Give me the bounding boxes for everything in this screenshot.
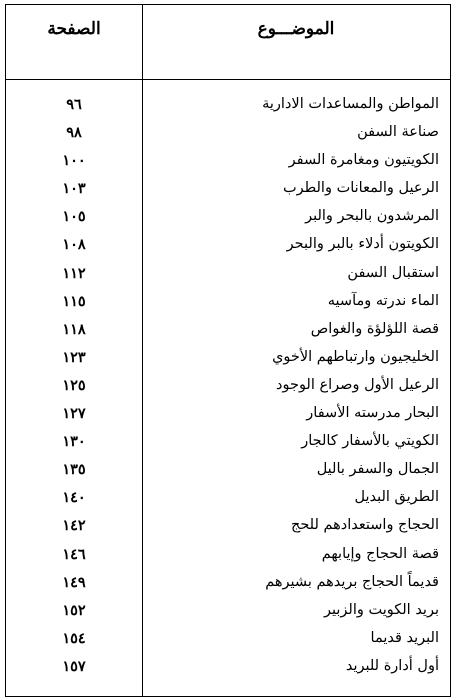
- toc-entry-title: الخليجيون وارتباطهم الأخوي: [272, 348, 439, 365]
- toc-entry-title: صناعة السفن: [357, 124, 439, 141]
- toc-entry-page: ٩٨: [66, 124, 82, 142]
- toc-row: [6, 655, 450, 683]
- toc-entry-page: ١٠٨: [62, 236, 86, 254]
- page-column-header: الصفحة: [47, 19, 101, 39]
- toc-entry-title: البحار مدرسته الأسفار: [306, 405, 439, 422]
- toc-row: [6, 374, 450, 402]
- toc-rows: [6, 93, 450, 683]
- toc-row: [6, 121, 450, 149]
- toc-row: [6, 93, 450, 121]
- toc-entry-page: ١٣٠: [62, 433, 86, 451]
- toc-row: [6, 262, 450, 290]
- toc-entry-title: أول أدارة للبريد: [345, 657, 439, 674]
- toc-row: [6, 205, 450, 233]
- toc-row: [6, 177, 450, 205]
- toc-entry-page: ١٢٧: [62, 405, 86, 423]
- toc-entry-title: بريد الكويت والزبير: [324, 601, 439, 618]
- toc-row: [6, 571, 450, 599]
- toc-row: [6, 318, 450, 346]
- toc-entry-page: ١٢٥: [62, 376, 86, 394]
- toc-entry-title: الحجاج واستعدادهم للحج: [290, 517, 439, 534]
- toc-row: [6, 514, 450, 542]
- toc-entry-page: ١٥٤: [62, 629, 86, 647]
- toc-row: [6, 458, 450, 486]
- toc-entry-title: المواطن والمساعدات الادارية: [262, 96, 439, 112]
- toc-entry-page: ١٥٧: [62, 657, 86, 675]
- toc-row: [6, 290, 450, 318]
- toc-entry-page: ١٤٠: [62, 489, 86, 507]
- toc-row: [6, 430, 450, 458]
- toc-entry-title: الكويتون أدلاء بالبر والبحر: [286, 236, 439, 253]
- toc-entry-title: قديماً الحجاج بريدهم بشيرهم: [265, 573, 439, 590]
- toc-row: [6, 599, 450, 627]
- toc-entry-title: المرشدون بالبحر والبر: [305, 208, 439, 225]
- toc-entry-page: ١٠٥: [62, 208, 86, 226]
- toc-entry-page: ٩٦: [66, 96, 82, 113]
- toc-entry-title: الجمال والسفر باليل: [316, 461, 439, 478]
- toc-row: [6, 346, 450, 374]
- toc-entry-title: الطريق البديل: [354, 489, 439, 506]
- toc-row: [6, 149, 450, 177]
- toc-entry-title: الكويتيون ومغامرة السفر: [288, 152, 439, 169]
- toc-entry-page: ١١٨: [62, 320, 86, 338]
- toc-entry-title: البريد قديما: [370, 629, 439, 646]
- toc-entry-title: استقبال السفن: [347, 264, 439, 281]
- toc-entry-title: الرعيل والمعانات والطرب: [282, 180, 439, 197]
- toc-row: [6, 402, 450, 430]
- toc-entry-page: ١١٥: [62, 292, 86, 310]
- toc-entry-title: الماء ندرته ومآسيه: [327, 292, 439, 309]
- toc-row: [6, 486, 450, 514]
- toc-entry-page: ١٥٢: [62, 601, 86, 619]
- table-of-contents: [5, 4, 451, 697]
- toc-entry-page: ١٤٦: [62, 545, 86, 563]
- toc-row: [6, 627, 450, 655]
- topic-column-header: الموضـــوع: [257, 19, 335, 39]
- toc-row: [6, 233, 450, 261]
- toc-entry-page: ١٠٠: [62, 152, 86, 170]
- header-divider: [6, 79, 450, 80]
- toc-entry-page: ١٠٣: [62, 180, 86, 198]
- toc-entry-title: قصة اللؤلؤة والغواص: [310, 320, 439, 337]
- toc-entry-page: ١٤٢: [62, 517, 86, 535]
- toc-entry-title: الرعيل الأول وصراع الوجود: [276, 376, 439, 393]
- toc-entry-title: قصة الحجاج وإيابهم: [321, 545, 439, 562]
- toc-entry-page: ١٣٥: [62, 461, 86, 479]
- toc-row: [6, 543, 450, 571]
- toc-entry-page: ١١٢: [62, 264, 86, 282]
- toc-entry-page: ١٢٣: [62, 348, 86, 366]
- toc-entry-title: الكويتي بالأسفار كالجار: [301, 433, 439, 450]
- toc-entry-page: ١٤٩: [62, 573, 86, 591]
